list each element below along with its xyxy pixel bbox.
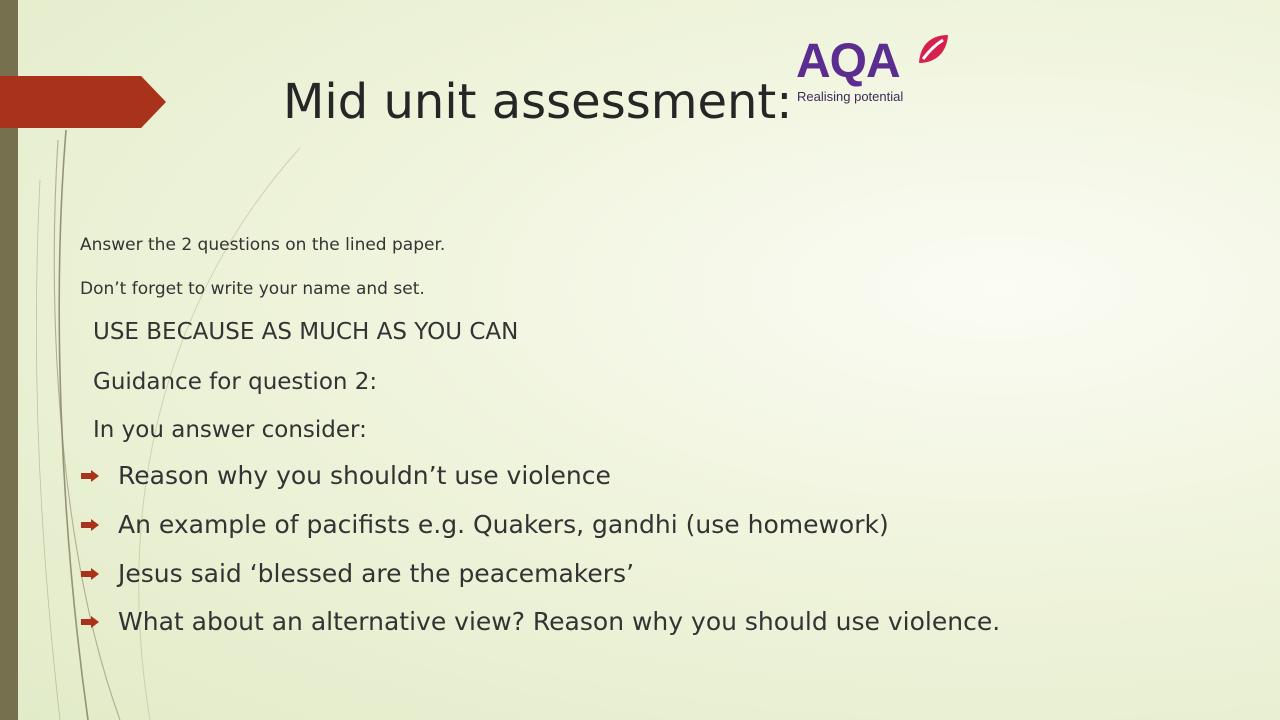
instruction-text: Answer the 2 questions on the lined paper. [80,235,446,255]
arrow-right-icon [81,568,99,580]
instruction-text: Don’t forget to write your name and set. [80,279,425,299]
logo-wordmark: AQA [796,35,900,88]
consider-heading: In you answer consider: [93,417,367,443]
arrow-right-icon [81,470,99,482]
aqa-logo [796,32,956,108]
slide-title: Mid unit assessment: [283,74,793,130]
arrow-right-icon [81,519,99,531]
emphasis-text: USE BECAUSE AS MUCH AS YOU CAN [93,319,519,345]
bullet-text: What about an alternative view? Reason why you should use violence. [118,607,1001,636]
arrow-right-icon [81,616,99,628]
logo-tagline: Realising potential [797,89,904,104]
bullet-text: Reason why you shouldn’t use violence [118,461,611,490]
leaf-icon [916,32,950,66]
bullet-text: An example of pacifists e.g. Quakers, gandhi (use homework) [118,510,889,539]
guidance-heading: Guidance for question 2: [93,369,378,395]
bullet-text: Jesus said ‘blessed are the peacemakers’ [118,559,635,588]
title-arrow-shape [0,76,166,128]
